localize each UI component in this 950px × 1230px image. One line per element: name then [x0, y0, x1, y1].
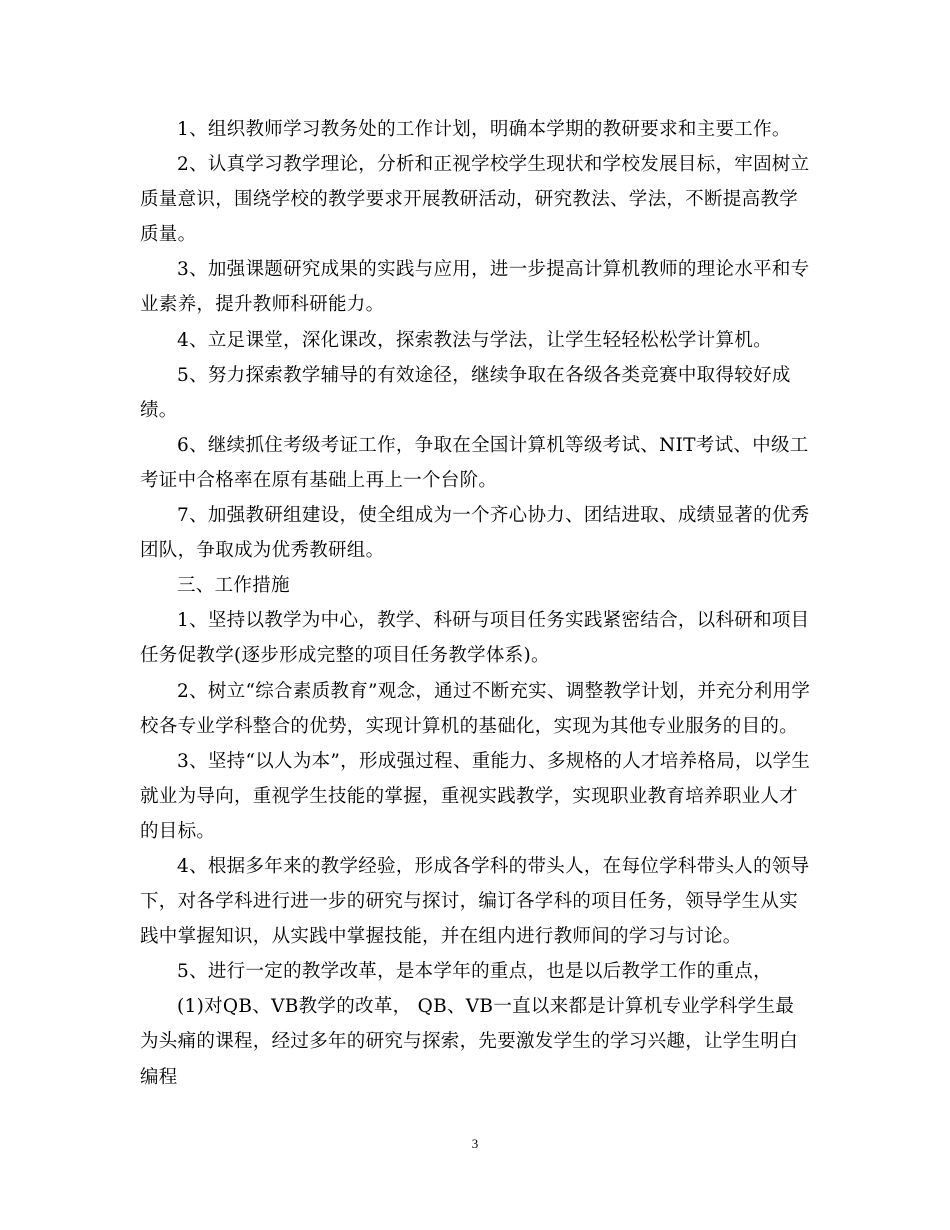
paragraph-goal-3: 3、加强课题研究成果的实践与应用，进一步提高计算机教师的理论水平和专业素养，提升教师科研能力。	[140, 259, 810, 316]
paragraph-measure-3: 3、坚持“以人为本”，形成强过程、重能力、多规格的人才培养格局，以学生就业为导向，重视学生技能的掌握，重视实践教学，实现职业教育培养职业人才的目标。	[140, 750, 811, 842]
paragraph-goal-6: 6、继续抓住考级考证工作，争取在全国计算机等级考试、NIT考试、中级工考证中合格率在原有基础上再上一个台阶。	[140, 434, 809, 491]
paragraph-goal-1: 1、组织教师学习教务处的工作计划，明确本学期的教研要求和主要工作。	[177, 119, 791, 140]
page-number: 3	[471, 1136, 479, 1151]
paragraph-measure-1: 1、坚持以教学为中心，教学、科研与项目任务实践紧密结合，以科研和项目任务促教学(逐步形成完整的项目任务教学体系)。	[140, 610, 810, 667]
paragraph-measure-4: 4、根据多年来的教学经验，形成各学科的带头人，在每位学科带头人的领导下，对各学科进行进一步的研究与探讨，编订各学科的项目任务，领导学生从实践中掌握知识，从实践中掌握技能，并在组内进行教师间的学习与讨论。	[140, 855, 810, 948]
paragraph-goal-5: 5、努力探索教学辅导的有效途径，继续争取在各级各类竞赛中取得较好成绩。	[140, 364, 791, 421]
section-heading-measures: 三、工作措施	[177, 575, 290, 597]
paragraph-goal-2: 2、认真学习教学理论，分析和正视学校学生现状和学校发展目标，牢固树立质量意识，围绕学校的教学要求开展教研活动，研究教法、学法，不断提高教学质量。	[140, 154, 810, 246]
paragraph-goal-7: 7、加强教研组建设，使全组成为一个齐心协力、团结进取、成绩显著的优秀团队，争取成为优秀教研组。	[140, 505, 810, 562]
document-body	[140, 112, 812, 1095]
paragraph-measure-5-1: (1)对QB、VB教学的改革， QB、VB一直以来都是计算机专业学科学生最为头痛的课程，经过多年的研究与探索，先要激发学生的学习兴趣，让学生明白编程	[140, 996, 799, 1088]
paragraph-measure-5: 5、进行一定的教学改革，是本学年的重点，也是以后教学工作的重点，	[177, 961, 772, 983]
paragraph-goal-4: 4、立足课堂，深化课改，探索教法与学法，让学生轻轻松松学计算机。	[177, 329, 772, 351]
paragraph-measure-2: 2、树立“综合素质教育”观念，通过不断充实、调整教学计划，并充分利用学校各专业学科整合的优势，实现计算机的基础化，实现为其他专业服务的目的。	[140, 680, 811, 737]
